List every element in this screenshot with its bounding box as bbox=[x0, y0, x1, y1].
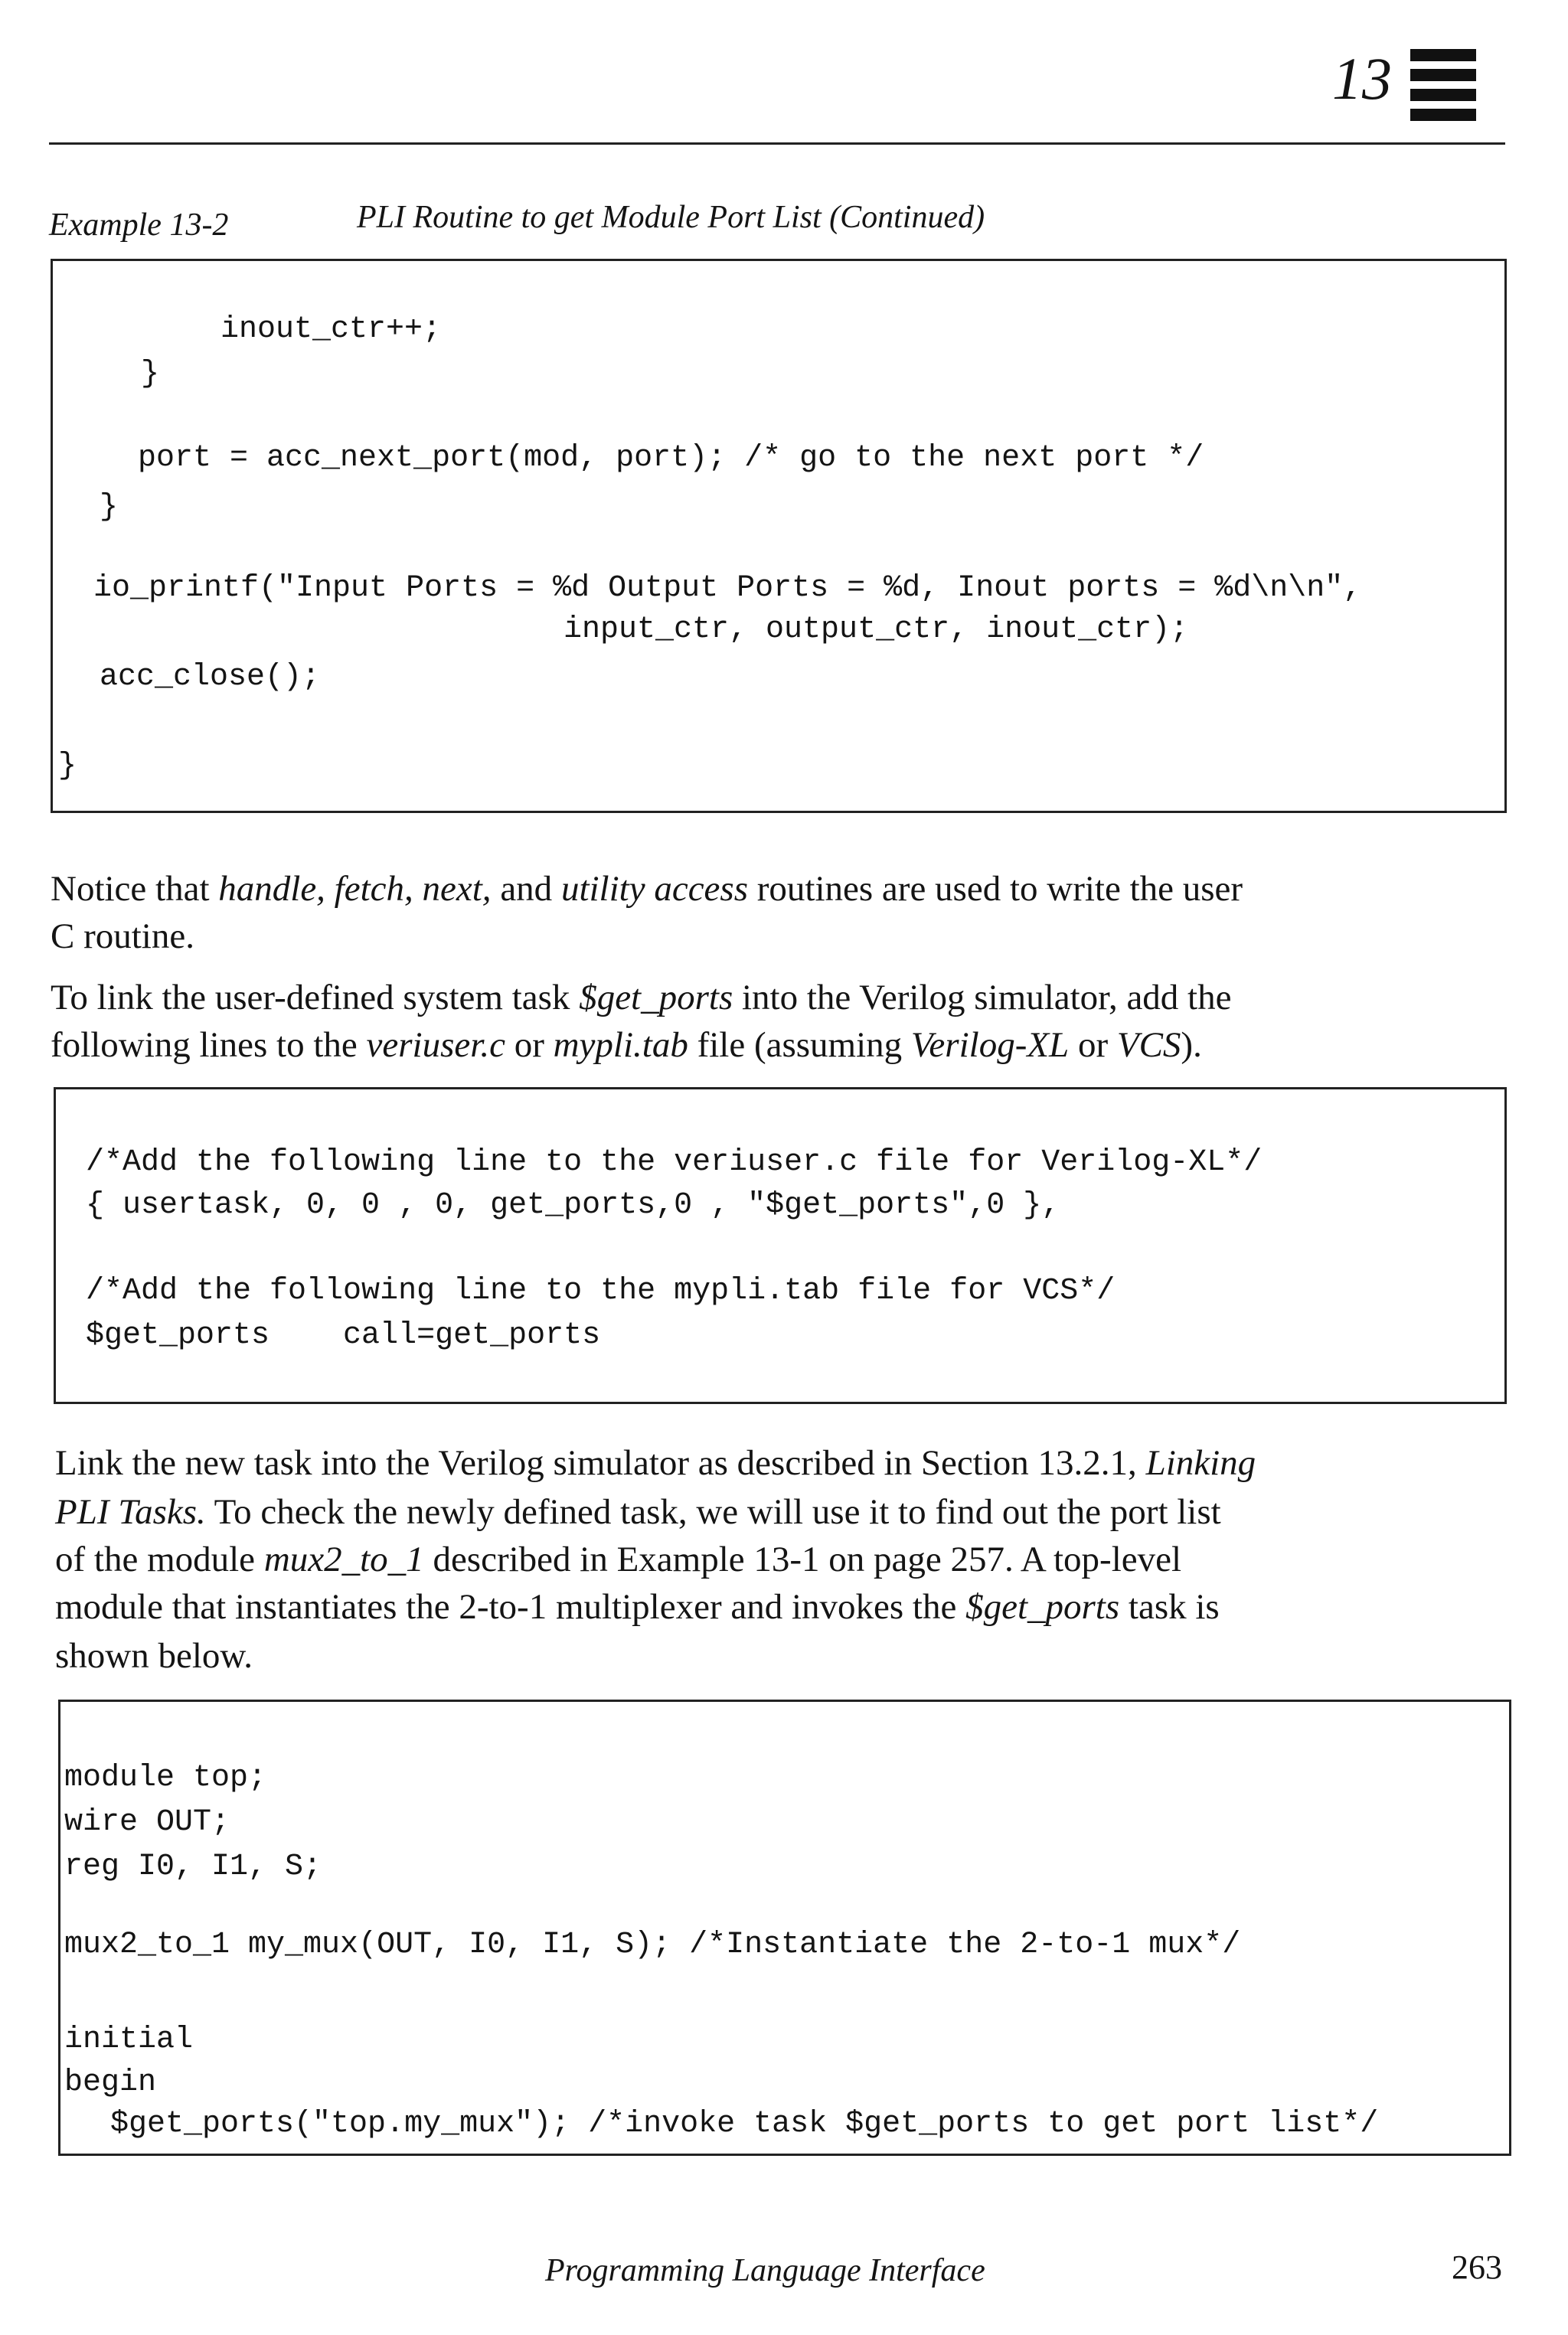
code-line: inout_ctr++; bbox=[220, 312, 442, 347]
example-title: PLI Routine to get Module Port List (Continued) bbox=[357, 200, 985, 235]
code-line: $get_ports call=get_ports bbox=[86, 1318, 601, 1353]
footer-title: Programming Language Interface bbox=[545, 2253, 985, 2288]
paragraph-check-task-line3: of the module mux2_to_1 described in Example 13-1 on page 257. A top-level bbox=[55, 1540, 1182, 1579]
paragraph-link-task-line2: following lines to the veriuser.c or mypli.tab file (assuming Verilog-XL or VCS). bbox=[51, 1025, 1202, 1065]
code-line: io_printf("Input Ports = %d Output Ports = %d, Inout ports = %d\n\n", bbox=[93, 571, 1362, 606]
header-divider bbox=[49, 142, 1505, 145]
code-block-registration bbox=[54, 1087, 1507, 1404]
paragraph-access-routines-line2: C routine. bbox=[51, 916, 194, 956]
code-line: wire OUT; bbox=[64, 1805, 230, 1840]
code-line: reg I0, I1, S; bbox=[64, 1850, 322, 1884]
paragraph-check-task-line2: PLI Tasks. To check the newly defined task, we will use it to find out the port list bbox=[55, 1492, 1221, 1532]
code-line: { usertask, 0, 0 , 0, get_ports,0 , "$get_ports",0 }, bbox=[86, 1188, 1060, 1223]
example-label: Example 13-2 bbox=[49, 207, 229, 243]
code-line: $get_ports("top.my_mux"); /*invoke task $get_ports to get port list*/ bbox=[110, 2107, 1379, 2141]
code-line: begin bbox=[64, 2066, 157, 2100]
code-line: input_ctr, output_ctr, inout_ctr); bbox=[564, 612, 1189, 647]
code-line: } bbox=[100, 490, 119, 524]
chapter-number: 13 bbox=[1332, 45, 1392, 112]
code-line: /*Add the following line to the veriuser.c file for Verilog-XL*/ bbox=[86, 1145, 1263, 1180]
code-line: } bbox=[58, 749, 77, 783]
paragraph-check-task-line5: shown below. bbox=[55, 1636, 253, 1676]
code-line: initial bbox=[64, 2023, 194, 2057]
code-line: port = acc_next_port(mod, port); /* go to the next port */ bbox=[138, 441, 1204, 475]
page-number: 263 bbox=[1452, 2248, 1502, 2286]
paragraph-check-task: Link the new task into the Verilog simulator as described in Section 13.2.1, Linking bbox=[55, 1443, 1256, 1483]
paragraph-link-task: To link the user-defined system task $get_ports into the Verilog simulator, add the bbox=[51, 978, 1232, 1017]
code-line: /*Add the following line to the mypli.tab file for VCS*/ bbox=[86, 1274, 1116, 1308]
code-line: acc_close(); bbox=[100, 660, 321, 694]
chapter-bars-icon bbox=[1410, 49, 1476, 122]
code-line: module top; bbox=[64, 1761, 267, 1795]
code-line: mux2_to_1 my_mux(OUT, I0, I1, S); /*Instantiate the 2-to-1 mux*/ bbox=[64, 1928, 1241, 1962]
code-line: } bbox=[141, 357, 160, 391]
paragraph-check-task-line4: module that instantiates the 2-to-1 multiplexer and invokes the $get_ports task is bbox=[55, 1587, 1220, 1627]
paragraph-access-routines: Notice that handle, fetch, next, and utility access routines are used to write the user bbox=[51, 869, 1243, 909]
